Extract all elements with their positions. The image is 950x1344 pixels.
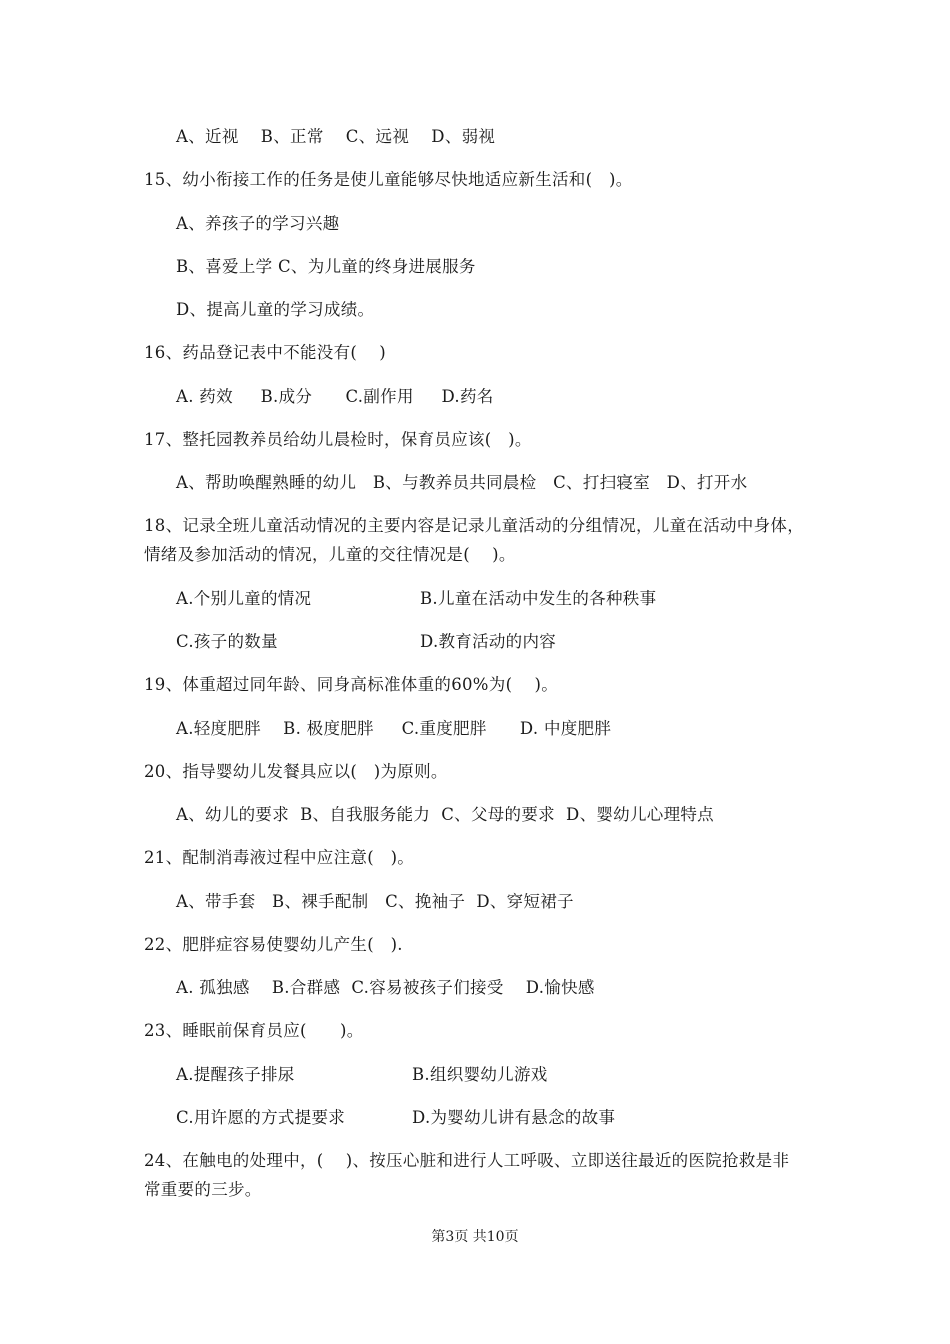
- q15-option-d: D、提高儿童的学习成绩。: [176, 300, 375, 319]
- question-16: 16、药品登记表中不能没有( ): [144, 343, 387, 362]
- question-18-line2: 情绪及参加活动的情况，儿童的交往情况是( )。: [144, 545, 516, 564]
- q18-option-d: D.教育活动的内容: [420, 632, 557, 651]
- question-19: 19、体重超过同年龄、同身高标准体重的60%为( )。: [144, 675, 559, 694]
- question-15: 15、幼小衔接工作的任务是使儿童能够尽快地适应新生活和( )。: [144, 170, 633, 189]
- question-17: 17、整托园教养员给幼儿晨检时，保育员应该( )。: [144, 430, 532, 449]
- page-number-footer: 第3页 共10页: [431, 1229, 519, 1245]
- q18-option-b: B.儿童在活动中发生的各种秩事: [420, 589, 657, 608]
- q23-option-d: D.为婴幼儿讲有悬念的故事: [412, 1108, 616, 1127]
- q19-options: A.轻度肥胖 B. 极度肥胖 C.重度肥胖 D. 中度肥胖: [176, 719, 612, 738]
- q21-options: A、带手套 B、裸手配制 C、挽袖子 D、穿短裙子: [176, 892, 574, 911]
- question-21: 21、配制消毒液过程中应注意( )。: [144, 848, 415, 867]
- q18-option-c: C.孩子的数量: [176, 632, 278, 651]
- q16-options: A. 药效 B.成分 C.副作用 D.药名: [176, 387, 494, 406]
- q14-options: A、近视 B、正常 C、远视 D、弱视: [176, 127, 496, 146]
- q23-option-c: C.用许愿的方式提要求: [176, 1108, 346, 1127]
- q23-option-a: A.提醒孩子排尿: [176, 1065, 295, 1084]
- question-20: 20、指导婴幼儿发餐具应以( )为原则。: [144, 762, 448, 781]
- q18-option-a: A.个别儿童的情况: [176, 589, 312, 608]
- question-24-line1: 24、在触电的处理中，( )、按压心脏和进行人工呼吸、立即送往最近的医院抢救是非: [144, 1151, 790, 1170]
- question-18-line1: 18、记录全班儿童活动情况的主要内容是记录儿童活动的分组情况，儿童在活动中身体，: [144, 516, 804, 535]
- question-23: 23、睡眠前保育员应( )。: [144, 1021, 364, 1040]
- q17-options: A、帮助唤醒熟睡的幼儿 B、与教养员共同晨检 C、打扫寝室 D、打开水: [176, 473, 748, 492]
- question-24-line2: 常重要的三步。: [144, 1180, 262, 1199]
- q15-option-bc: B、喜爱上学 C、为儿童的终身进展服务: [176, 257, 476, 276]
- q22-options: A. 孤独感 B.合群感 C.容易被孩子们接受 D.愉快感: [176, 978, 595, 997]
- question-22: 22、肥胖症容易使婴幼儿产生( ).: [144, 935, 403, 954]
- q20-options: A、幼儿的要求 B、自我服务能力 C、父母的要求 D、婴幼儿心理特点: [176, 805, 714, 824]
- q23-option-b: B.组织婴幼儿游戏: [412, 1065, 548, 1084]
- q15-option-a: A、养孩子的学习兴趣: [176, 214, 340, 233]
